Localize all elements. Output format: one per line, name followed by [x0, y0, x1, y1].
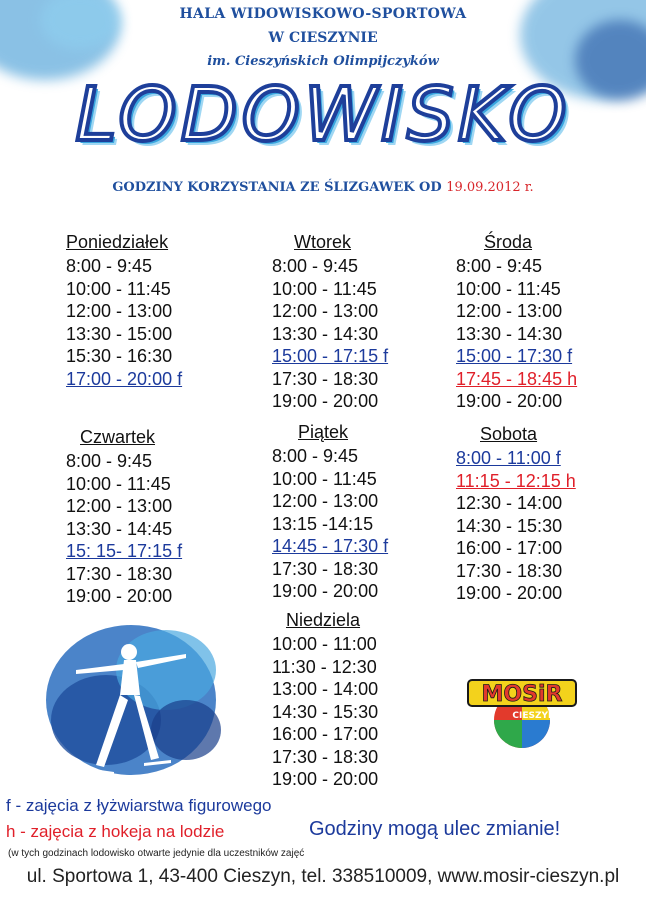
header-line-2: W CIESZYNIE: [268, 30, 378, 46]
slot-list: [272, 633, 378, 791]
time-slot: 17:00 - 20:00 f: [66, 368, 183, 389]
day-name: Niedziela: [286, 610, 361, 630]
day-name: Sobota: [480, 424, 538, 444]
time-slot: 17:30 - 18:30: [66, 563, 173, 584]
time-slot: 14:45 - 17:30 f: [272, 536, 389, 556]
time-slot: 10:00 - 11:45: [66, 278, 171, 299]
day-block-wednesday: [456, 232, 577, 413]
subtitle: [0, 180, 646, 195]
day-name: Czwartek: [80, 427, 156, 447]
time-slot: 19:00 - 20:00: [272, 391, 379, 411]
slot-list: [456, 255, 577, 413]
legend-note: (w tych godzinach lodowisko otwarte jedynie dla uczestników zajęć: [8, 848, 305, 859]
time-slot: 17:30 - 18:30: [456, 560, 563, 581]
subtitle-text: GODZINY KORZYSTANIA ZE ŚLIZGAWEK OD: [112, 180, 442, 195]
time-slot: 19:00 - 20:00: [456, 391, 563, 411]
time-slot: 8:00 - 9:45: [272, 256, 359, 276]
time-slot: 8:00 - 9:45: [66, 451, 153, 471]
slot-list: [456, 447, 576, 605]
skater-illustration: [36, 600, 236, 790]
time-slot: 10:00 - 11:45: [272, 278, 377, 299]
time-slot: 17:30 - 18:30: [272, 368, 379, 389]
time-slot: 17:30 - 18:30: [272, 558, 379, 579]
time-slot: 10:00 - 11:00: [272, 634, 377, 654]
time-slot: 13:00 - 14:00: [272, 679, 379, 699]
time-slot: 13:30 - 14:45: [66, 518, 173, 539]
time-slot: 19:00 - 20:00: [456, 583, 563, 603]
time-slot: 12:00 - 13:00: [272, 301, 379, 321]
time-slot: 13:30 - 15:00: [66, 323, 173, 344]
footer-address: ul. Sportowa 1, 43-400 Cieszyn, tel. 338510009, www.mosir-cieszyn.pl: [26, 866, 620, 887]
time-slot: 15:00 - 17:15 f: [272, 346, 389, 366]
day-name: Piątek: [298, 422, 349, 442]
time-slot: 15:00 - 17:30 f: [456, 346, 573, 366]
page-title: LODOWISKO: [75, 72, 571, 158]
time-slot: 11:15 - 12:15 h: [456, 470, 576, 491]
slot-list: [66, 450, 182, 608]
time-slot: 13:15 -14:15: [272, 513, 374, 534]
mosir-logo-text: MOSiR: [481, 682, 563, 707]
day-block-sunday: [272, 610, 378, 791]
subtitle-date: 19.09.2012 r.: [446, 180, 534, 195]
time-slot: 13:30 - 14:30: [272, 323, 379, 344]
day-block-monday: [66, 232, 182, 390]
slot-list: [272, 255, 388, 413]
time-slot: 12:00 - 13:00: [66, 301, 173, 321]
day-block-saturday: [456, 424, 576, 605]
time-slot: 16:00 - 17:00: [272, 724, 379, 744]
time-slot: 8:00 - 9:45: [456, 256, 543, 276]
time-slot: 11:30 - 12:30: [272, 656, 377, 677]
day-block-thursday: [66, 427, 182, 608]
time-slot: 17:45 - 18:45 h: [456, 368, 578, 389]
time-slot: 15:30 - 16:30: [66, 346, 173, 366]
time-slot: 14:30 - 15:30: [456, 515, 563, 536]
time-slot: 12:00 - 13:00: [66, 496, 173, 516]
time-slot: 12:00 - 13:00: [272, 491, 379, 511]
slot-list: [272, 445, 388, 603]
header-line-3: im. Cieszyńskich Olimpijczyków: [207, 54, 439, 69]
time-slot: 17:30 - 18:30: [272, 746, 379, 767]
time-slot: 8:00 - 11:00 f: [456, 448, 561, 468]
legend-figure-skating: f - zajęcia z łyżwiarstwa figurowego: [6, 796, 272, 815]
time-slot: 19:00 - 20:00: [272, 581, 379, 601]
time-slot: 14:30 - 15:30: [272, 701, 379, 722]
mosir-logo: [464, 674, 580, 750]
time-slot: 12:00 - 13:00: [456, 301, 563, 321]
time-slot: 19:00 - 20:00: [272, 769, 379, 789]
time-slot: 19:00 - 20:00: [66, 586, 173, 606]
time-slot: 12:30 - 14:00: [456, 493, 563, 513]
day-name: Poniedziałek: [66, 232, 169, 252]
time-slot: 8:00 - 9:45: [66, 256, 153, 276]
time-slot: 10:00 - 11:45: [66, 473, 171, 494]
day-name: Środa: [484, 232, 533, 252]
legend-hockey: h - zajęcia z hokeja na lodzie: [6, 822, 225, 841]
day-block-friday: [272, 422, 388, 603]
mosir-logo-subtext: CIESZYN: [512, 711, 556, 721]
time-slot: 15: 15- 17:15 f: [66, 541, 183, 561]
day-name: Wtorek: [294, 232, 352, 252]
time-slot: 8:00 - 9:45: [272, 446, 359, 466]
time-slot: 13:30 - 14:30: [456, 323, 563, 344]
change-warning: Godziny mogą ulec zmianie!: [309, 818, 561, 840]
time-slot: 10:00 - 11:45: [456, 278, 561, 299]
slot-list: [66, 255, 182, 390]
time-slot: 10:00 - 11:45: [272, 468, 377, 489]
header-line-1: HALA WIDOWISKOWO-SPORTOWA: [179, 6, 467, 22]
day-block-tuesday: [272, 232, 388, 413]
time-slot: 16:00 - 17:00: [456, 538, 563, 558]
